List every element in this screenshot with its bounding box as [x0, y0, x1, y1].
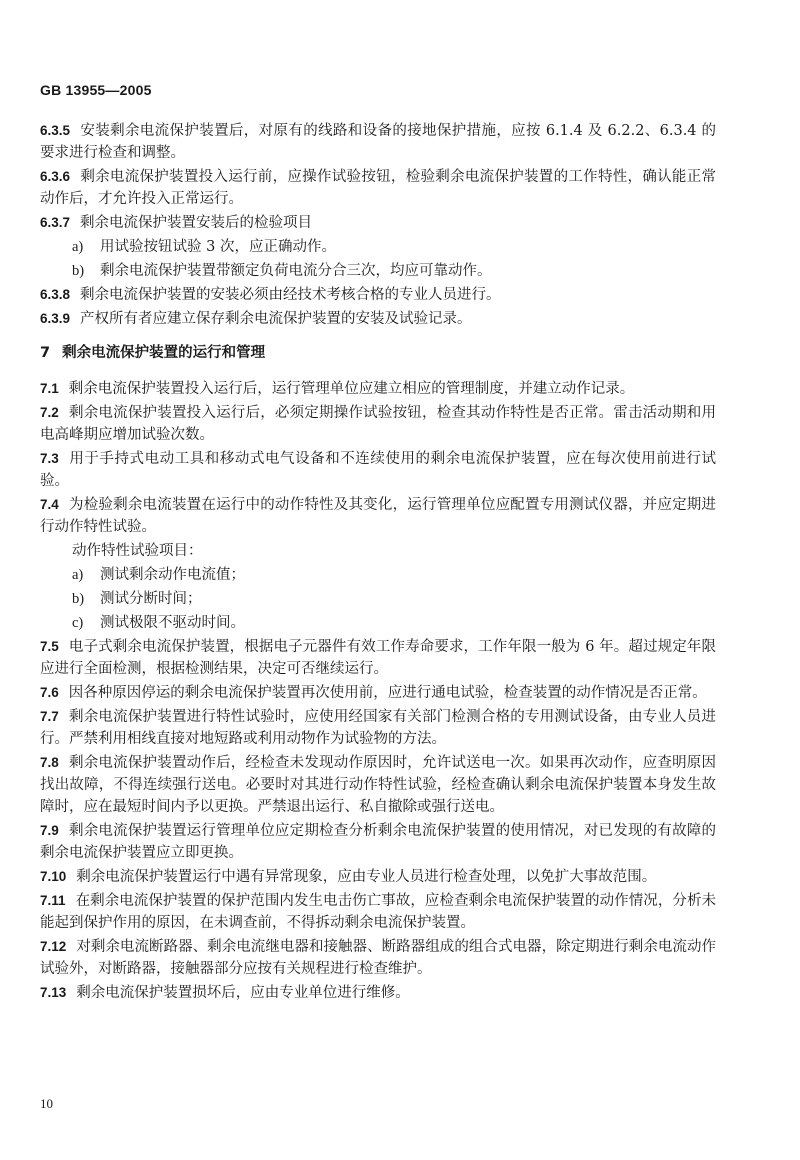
- clause-6-3-6: [40, 166, 716, 210]
- list-item: [40, 260, 716, 282]
- clause-text: 对剩余电流断路器、剩余电流继电器和接触器、断路器组成的组合式电器，除定期进行剩余电流动作试验外，对断路器，接触器部分应按有关规程进行检查维护。: [40, 939, 716, 977]
- clause-7-5: [40, 636, 716, 680]
- item-text: 测试极限不驱动时间。: [100, 615, 245, 631]
- clause-text: 为检验剩余电流装置在运行中的动作特性及其变化，运行管理单位应配置专用测试仪器，并应定期进行动作特性试验。: [40, 497, 716, 535]
- clause-number: 7.2: [40, 405, 59, 420]
- clause-number: 7.6: [40, 685, 59, 700]
- clause-7-2: [40, 402, 716, 446]
- test-items-intro: 动作特性试验项目：: [72, 543, 203, 559]
- clause-text: 在剩余电流保护装置的保护范围内发生电击伤亡事故，应检查剩余电流保护装置的动作情况，分析未能起到保护作用的原因，在未调查前，不得拆动剩余电流保护装置。: [40, 893, 716, 931]
- item-label: b): [72, 591, 85, 607]
- clause-7-3: [40, 448, 716, 492]
- clause-text: 剩余电流保护装置的安装必须由经技术考核合格的专业人员进行。: [80, 287, 501, 303]
- clause-text: 剩余电流保护装置损坏后，应由专业单位进行维修。: [76, 985, 410, 1001]
- clause-number: 6.3.5: [40, 123, 71, 138]
- clause-number: 7.13: [40, 985, 67, 1000]
- page-number: 10: [40, 1096, 53, 1111]
- item-label: c): [72, 615, 84, 631]
- clause-number: 7.5: [40, 639, 59, 654]
- clause-7-4: [40, 494, 716, 538]
- clause-6-3-5: [40, 120, 716, 164]
- list-item: [40, 236, 716, 258]
- clause-text: 电子式剩余电流保护装置，根据电子元器件有效工作寿命要求，工作年限一般为 6 年。超过规定年限应进行全面检测，根据检测结果，决定可否继续运行。: [40, 639, 716, 677]
- section-title: 剩余电流保护装置的运行和管理: [62, 345, 266, 361]
- item-text: 剩余电流保护装置带额定负荷电流分合三次，均应可靠动作。: [100, 263, 492, 279]
- clause-text: 剩余电流保护装置投入运行后，必须定期操作试验按钮，检查其动作特性是否正常。雷击活动期和用电高峰期应增加试验次数。: [40, 405, 716, 443]
- clause-6-3-7: [40, 212, 716, 234]
- clause-7-9: [40, 820, 716, 864]
- clause-7-6: [40, 682, 716, 704]
- item-text: 用试验按钮试验 3 次，应正确动作。: [100, 239, 336, 255]
- clause-number: 7.9: [40, 823, 59, 838]
- clause-text: 因各种原因停运的剩余电流保护装置再次使用前，应进行通电试验，检查装置的动作情况是否正常。: [68, 685, 707, 701]
- clause-text: 剩余电流保护装置投入运行后，运行管理单位应建立相应的管理制度，并建立动作记录。: [68, 381, 635, 397]
- clause-7-12: [40, 936, 716, 980]
- clause-7-7: [40, 706, 716, 750]
- clause-text: 剩余电流保护装置动作后，经检查未发现动作原因时，允许试送电一次。如果再次动作，应查明原因找出故障，不得连续强行送电。必要时对其进行动作特性试验，经检查确认剩余电流保护装置本身发生故障时，应在最短时间内予以更换。严禁退出运行、私自撤除或强行送电。: [40, 755, 716, 815]
- list-item: [40, 588, 716, 610]
- clause-text: 安装剩余电流保护装置后，对原有的线路和设备的接地保护措施，应按 6.1.4 及 6.2.2、6.3.4 的要求进行检查和调整。: [40, 123, 716, 161]
- item-text: 测试剩余动作电流值；: [100, 567, 245, 583]
- standard-code: GB 13955—2005: [40, 82, 152, 98]
- clause-text: 剩余电流保护装置安装后的检验项目: [80, 215, 313, 231]
- clause-7-8: [40, 752, 716, 818]
- item-label: a): [72, 239, 84, 255]
- clause-text: 产权所有者应建立保存剩余电流保护装置的安装及试验记录。: [80, 311, 472, 327]
- clause-number: 7.3: [40, 451, 59, 466]
- clause-7-11: [40, 890, 716, 934]
- clause-7-13: [40, 982, 716, 1004]
- clause-text: 用于手持式电动工具和移动式电气设备和不连续使用的剩余电流保护装置，应在每次使用前进行试验。: [40, 451, 716, 489]
- clause-6-3-8: [40, 284, 716, 306]
- document-body: [40, 120, 716, 1006]
- list-item: [40, 564, 716, 586]
- item-text: 测试分断时间；: [100, 591, 202, 607]
- clause-text: 剩余电流保护装置进行特性试验时，应使用经国家有关部门检测合格的专用测试设备，由专业人员进行。严禁利用相线直接对地短路或利用动物作为试验物的方法。: [40, 709, 716, 747]
- clause-text: 剩余电流保护装置投入运行前，应操作试验按钮，检验剩余电流保护装置的工作特性，确认能正常动作后，才允许投入正常运行。: [40, 169, 716, 207]
- clause-number: 7.1: [40, 381, 59, 396]
- clause-number: 7.8: [40, 755, 59, 770]
- clause-6-3-9: [40, 308, 716, 330]
- clause-number: 7.4: [40, 497, 59, 512]
- list-item: [40, 612, 716, 634]
- clause-number: 7.12: [40, 939, 67, 954]
- section-7-heading: [40, 342, 716, 364]
- clause-7-1: [40, 378, 716, 400]
- item-label: b): [72, 263, 85, 279]
- section-number: 7: [40, 345, 51, 361]
- clause-7-10: [40, 866, 716, 888]
- clause-number: 6.3.9: [40, 311, 71, 326]
- clause-number: 6.3.8: [40, 287, 71, 302]
- clause-number: 7.7: [40, 709, 59, 724]
- clause-text: 剩余电流保护装置运行管理单位应定期检查分析剩余电流保护装置的使用情况，对已发现的有故障的剩余电流保护装置应立即更换。: [40, 823, 716, 861]
- clause-number: 7.10: [40, 869, 67, 884]
- clause-text: 剩余电流保护装置运行中遇有异常现象，应由专业人员进行检查处理，以免扩大事故范围。: [76, 869, 657, 885]
- item-label: a): [72, 567, 84, 583]
- clause-number: 6.3.7: [40, 215, 71, 230]
- clause-number: 6.3.6: [40, 169, 71, 184]
- clause-number: 7.11: [40, 893, 66, 908]
